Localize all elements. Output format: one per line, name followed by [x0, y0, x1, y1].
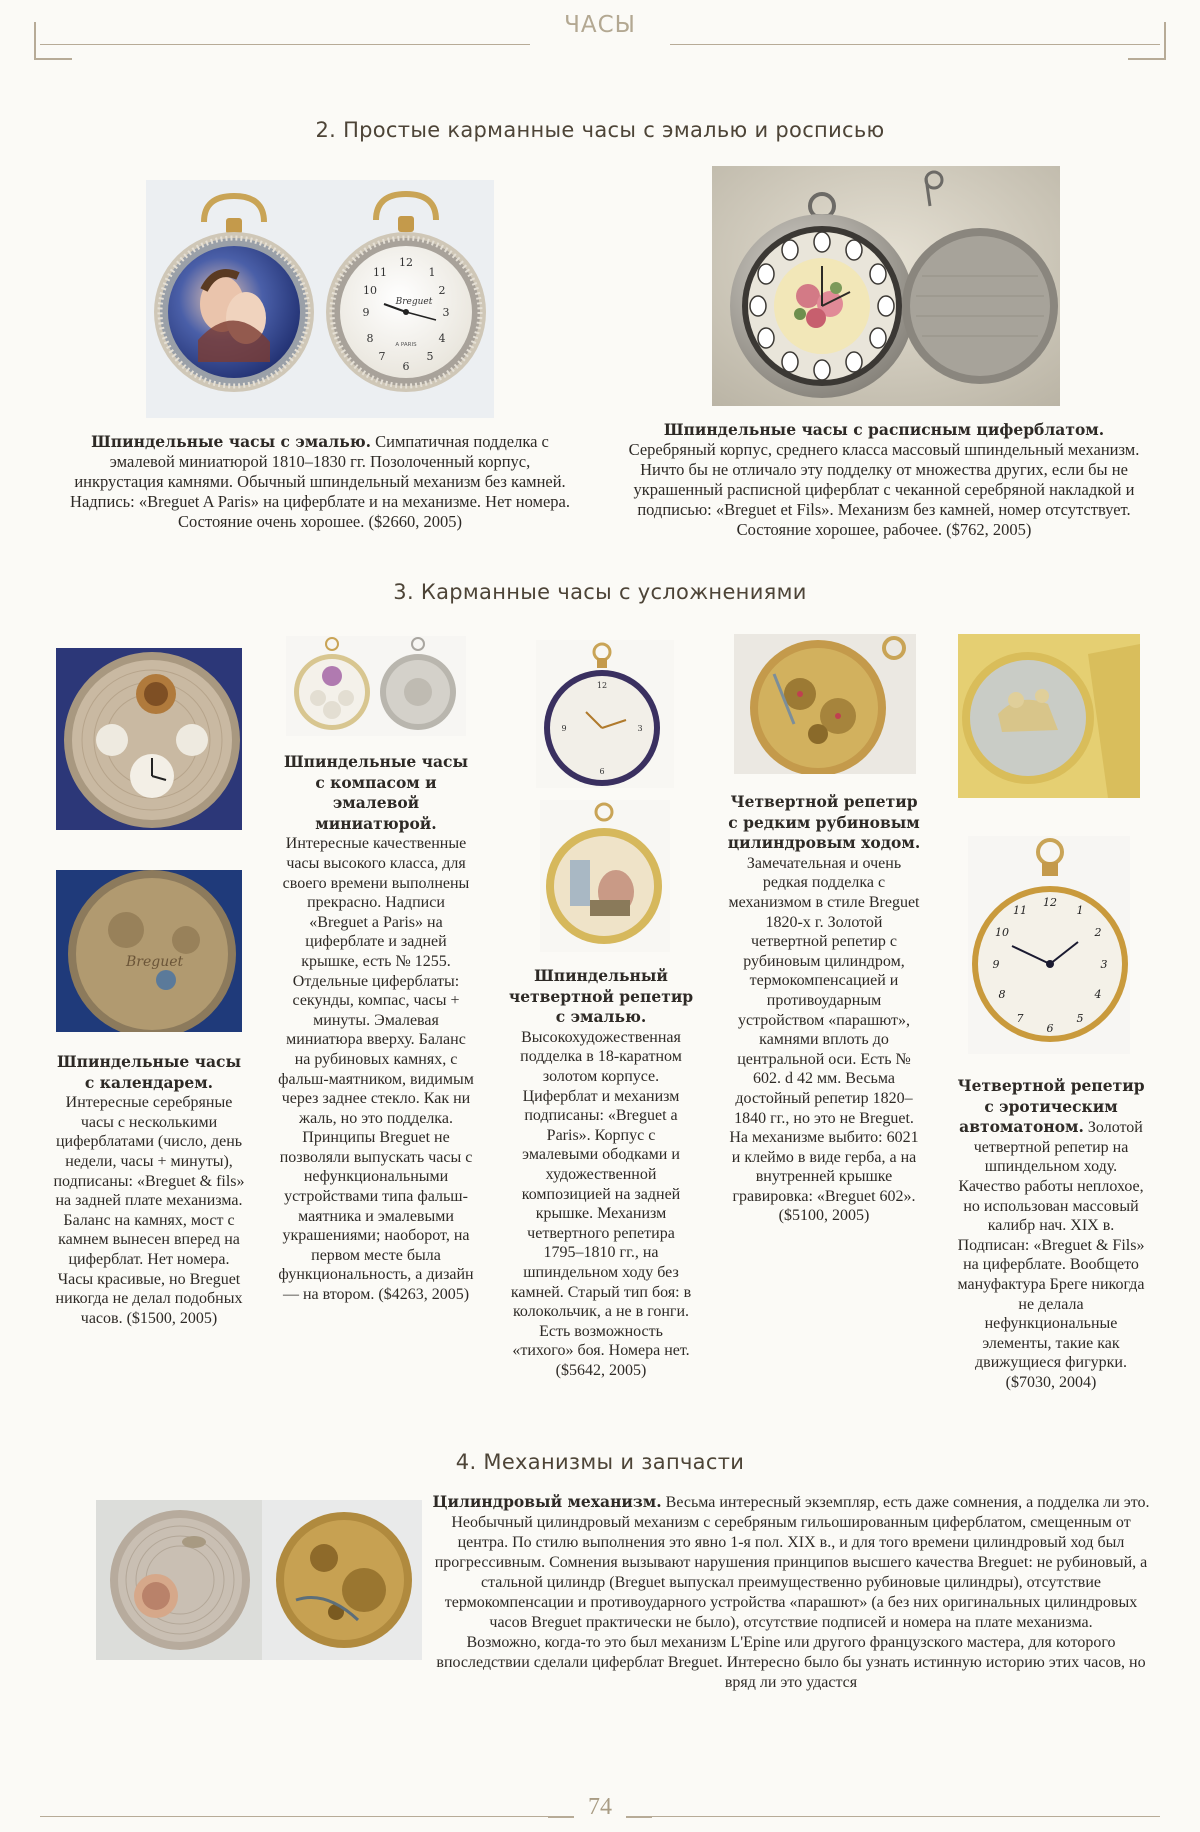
photo-quarter-repeater-case: [540, 800, 670, 952]
caption-text: Золотой четвертной репетир на шпиндельном ходу. Качество работы неплохое, но использован массовый калибр нач. XIX в. Подписан: «Breguet & Fils» на циферблате. Вообщето мануфактура Бреге никогда не делала нефункциональные элементы, такие как движущиеся фигурки. ($7030, 2004): [957, 1119, 1145, 1391]
caption-lead: Шпиндельный четвертной репетир с эмалью.: [508, 966, 694, 1027]
section-title: 2. Простые карманные часы с эмалью и росписью: [315, 118, 885, 142]
caption-enamel-watch: [70, 432, 570, 532]
caption-lead: Шпиндельные часы с календарем.: [57, 1052, 241, 1092]
section-title: 3. Карманные часы с усложнениями: [393, 580, 807, 604]
photo-compass-watch: [286, 636, 466, 736]
running-title: ЧАСЫ: [564, 12, 636, 38]
caption-painted-dial: [624, 420, 1144, 540]
svg-text:4: 4: [438, 332, 446, 345]
caption-text: Интересные качественные часы высокого класса, для своего времени выполнены прекрасно. Надписи «Breguet a Paris» на циферблате и задней крышке, есть № 1255. Отдельные циферблаты: секунды, компас, часы + минуты. Эмалевая миниатюра вверху. Баланс на рубиновых камнях, с фальш-маятником, видимым через заднее стекло. Как ни жаль, но это подделка. Принципы Breguet не позволяли выпускать часы с нефункциональными устройствами типа фальш-маятника и эмалевыми украшениями; наоборот, на первом месте была функциональность, а дизайн — на втором. ($4263, 2005): [278, 835, 474, 1304]
svg-text:9: 9: [992, 958, 1000, 971]
svg-text:3: 3: [637, 724, 643, 733]
photo-automaton-dial: [968, 836, 1130, 1054]
photo-painted-dial-watch: [712, 166, 1060, 406]
caption-text: Замечательная и очень редкая подделка с механизмом в стиле Breguet 1820-х г. Золотой четвертной репетир с рубиновым цилиндром, термокомпенсацией и противоударным устройством «парашют», камнями вплоть до центральной оси. Есть № 602. d 42 мм. Весьма достойный репетир 1820–1840 гг., но это не Breguet. На механизме выбито: 6021 и клеймо в виде герба, а на внутренней крышке гравировка: «Breguet 602». ($5100, 2005): [728, 854, 920, 1225]
svg-text:3: 3: [1100, 958, 1108, 971]
svg-text:5: 5: [1076, 1012, 1084, 1025]
svg-text:4: 4: [1094, 988, 1102, 1001]
svg-text:8: 8: [366, 332, 374, 345]
caption-lead: Четвертной репетир с редким рубиновым цилиндровым ходом.: [727, 792, 921, 853]
photo-enamel-watch: [146, 180, 494, 418]
svg-text:Breguet: Breguet: [126, 954, 184, 970]
caption-lead: Шпиндельные часы с расписным циферблатом.: [663, 420, 1105, 439]
dial-signature: Breguet: [395, 297, 433, 307]
caption-text: Интересные серебряные часы с несколькими циферблатами (число, день недели, часы + минуты), подписаны: «Breguet & fils» на задней плате механизма. Баланс на камнях, мост с камнем вынесен вперед на циферблат. Нет номера. Часы красивые, но Breguet никогда не делал подобных часов. ($1500, 2005): [53, 1094, 245, 1327]
svg-text:6: 6: [599, 767, 605, 776]
svg-text:6: 6: [1046, 1022, 1054, 1035]
caption-text: Серебряный корпус, среднего класса массовый шпиндельный механизм. Ничто бы не отличало эту подделку от множества других, если бы не украшенный расписной циферблат с чеканной серебряной накладкой и подписью: «Breguet et Fils». Механизм без камней, номер отсутствует. Состояние хорошее, рабочее. ($762, 2005): [628, 440, 1140, 539]
caption-quarter-enamel: [508, 966, 694, 1380]
svg-text:11: 11: [373, 266, 387, 279]
caption-ruby-cylinder: [726, 792, 922, 1226]
header-rule: [670, 44, 1160, 45]
svg-text:11: 11: [1013, 904, 1027, 917]
svg-text:12: 12: [596, 681, 608, 690]
svg-text:9: 9: [561, 724, 567, 733]
svg-text:1: 1: [428, 266, 436, 279]
svg-text:7: 7: [1016, 1012, 1024, 1025]
section-title: 4. Механизмы и запчасти: [455, 1450, 745, 1474]
svg-text:10: 10: [363, 284, 377, 297]
svg-text:12: 12: [1043, 896, 1057, 909]
caption-text-continued: Возможно, когда-то это был механизм L'Epine или другого французского мастера, для которого впоследствии сделали циферблат Breguet. Интересно было бы узнать истинную историю этих часов, но вряд ли это удастся: [436, 1634, 1146, 1691]
svg-text:12: 12: [399, 256, 413, 269]
caption-compass-watch: [278, 752, 474, 1305]
photo-automaton-movement: [958, 634, 1140, 798]
caption-lead: Шпиндельные часы с компасом и эмалевой миниатюрой.: [284, 752, 468, 833]
svg-text:10: 10: [995, 926, 1009, 939]
caption-cylinder-movement: [432, 1492, 1150, 1693]
caption-automaton: [952, 1076, 1150, 1393]
caption-text: Весьма интересный экземпляр, есть даже сомнения, а подделка ли это. Необычный цилиндровый механизм с серебряным гильошированным циферблатом, смещенным от центра. По стилю выполнения это явно 1-я пол. XIX в., и для того времени цилиндровый ход был прогрессивным. Сомнения вызывают нарушения принципов высшего качества Breguet: не рубиновый, а стальной цилиндр (Breguet выпускал преимущественно рубиновые цилиндры), отсутствие термокомпенсации и противоударного устройства «парашют» (а без них оригинальных цилиндровых часов Breguet практически не было), отсутствие подписей и номера на плате механизма.: [434, 1494, 1150, 1631]
caption-lead: Четвертной репетир с эротическим автоматоном.: [957, 1076, 1145, 1137]
svg-text:3: 3: [442, 306, 450, 319]
photo-calendar-watch-movement: [56, 870, 242, 1032]
svg-text:6: 6: [402, 360, 410, 373]
svg-text:5: 5: [426, 350, 434, 363]
svg-text:2: 2: [1094, 926, 1102, 939]
svg-text:7: 7: [378, 350, 386, 363]
header-rule: [40, 44, 530, 45]
svg-text:2: 2: [438, 284, 446, 297]
caption-text: Высокохудожественная подделка в 18-каратном золотом корпусе. Циферблат и механизм подписаны: «Breguet a Paris». Корпус с эмалевыми ободками и художественной композицией на задней крышке. Механизм четвертного репетира 1795–1810 гг., на шпиндельном ходу без камней. Старый тип боя: в колокольчик, а не в гонги. Есть возможность «тихого» боя. Номера нет. ($5642, 2005): [510, 1028, 692, 1379]
page-number: 74: [588, 1794, 612, 1820]
svg-text:1: 1: [1076, 904, 1084, 917]
caption-lead: Цилиндровый механизм.: [432, 1492, 662, 1511]
caption-lead: Шпиндельные часы с эмалью.: [91, 432, 372, 451]
caption-text: Симпатичная подделка с эмалевой миниатюрой 1810–1830 гг. Позолоченный корпус, инкрустация камнями. Обычный шпиндельный механизм без камней. Надпись: «Breguet A Paris» на циферблате и на механизме. Нет номера. Состояние очень хорошее. ($2660, 2005): [70, 432, 570, 531]
caption-calendar-watch: [50, 1052, 248, 1328]
photo-quarter-repeater-dial: [536, 640, 674, 788]
dial-city: A PARIS: [395, 342, 417, 348]
photo-ruby-cylinder-movement: [734, 634, 916, 774]
photo-calendar-watch-dial: [56, 648, 242, 830]
svg-text:8: 8: [998, 988, 1006, 1001]
photo-cylinder-movement: [96, 1500, 422, 1660]
svg-text:9: 9: [362, 306, 370, 319]
